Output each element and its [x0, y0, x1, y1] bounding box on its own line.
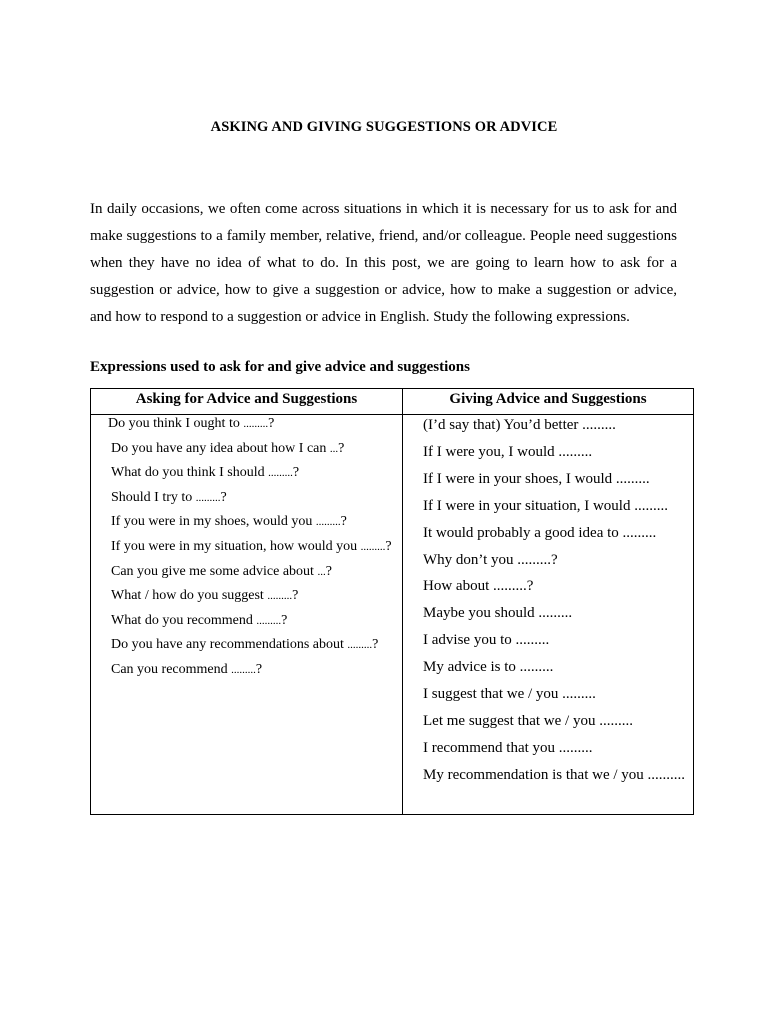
asking-item: What do you recommend .........?: [111, 612, 288, 628]
asking-item: Do you have any recommendations about .........?: [111, 637, 379, 653]
giving-item: I recommend that you .........: [423, 739, 593, 756]
asking-item: What / how do you suggest .........?: [111, 588, 299, 604]
giving-item: If I were in your shoes, I would .........: [423, 470, 650, 487]
giving-item: If I were you, I would .........: [423, 443, 593, 460]
giving-item: My advice is to .........: [423, 659, 554, 676]
asking-item: If you were in my situation, how would you .........?: [111, 539, 392, 554]
header-giving: Giving Advice and Suggestions: [449, 391, 647, 407]
page-title: ASKING AND GIVING SUGGESTIONS OR ADVICE: [210, 119, 558, 135]
giving-item: Maybe you should .........: [423, 605, 573, 622]
asking-item: Should I try to .........?: [111, 489, 227, 505]
giving-item: I suggest that we / you .........: [423, 686, 596, 702]
asking-item: Can you recommend .........?: [111, 662, 263, 677]
section-heading: Expressions used to ask for and give advice and suggestions: [90, 359, 470, 375]
asking-item: Do you have any idea about how I can ...?: [111, 440, 345, 456]
asking-item: What do you think I should .........?: [111, 465, 300, 481]
expressions-table: [90, 388, 694, 815]
giving-item: It would probably a good idea to .........: [423, 524, 657, 541]
column-divider: [402, 389, 403, 814]
asking-item: If you were in my shoes, would you .........?: [111, 514, 347, 530]
table-header-row: [91, 389, 693, 415]
giving-item: (I’d say that) You’d better .........: [423, 417, 616, 433]
giving-item: Let me suggest that we / you .........: [423, 712, 633, 729]
giving-item: Why don’t you .........?: [423, 551, 558, 568]
asking-item: Can you give me some advice about ...?: [111, 563, 332, 579]
giving-item: If I were in your situation, I would .........: [423, 497, 668, 514]
header-asking: Asking for Advice and Suggestions: [135, 391, 358, 407]
intro-paragraph: In daily occasions, we often come across situations in which it is necessary for us to ask for and make suggestions to a family member, relative, friend, and/or colleague. People need suggestions when they have no idea of what to do. In this post, we are going to learn how to ask for a suggestion or advice, how to give a suggestion or advice, how to make a suggestion or advice, and how to respond to a suggestion or advice in English. Study the following expressions.: [90, 201, 677, 325]
giving-item: I advise you to .........: [423, 632, 550, 649]
giving-item: My recommendation is that we / you ..........: [423, 766, 686, 783]
giving-item: How about .........?: [423, 578, 534, 595]
asking-item: Do you think I ought to .........?: [108, 416, 275, 431]
